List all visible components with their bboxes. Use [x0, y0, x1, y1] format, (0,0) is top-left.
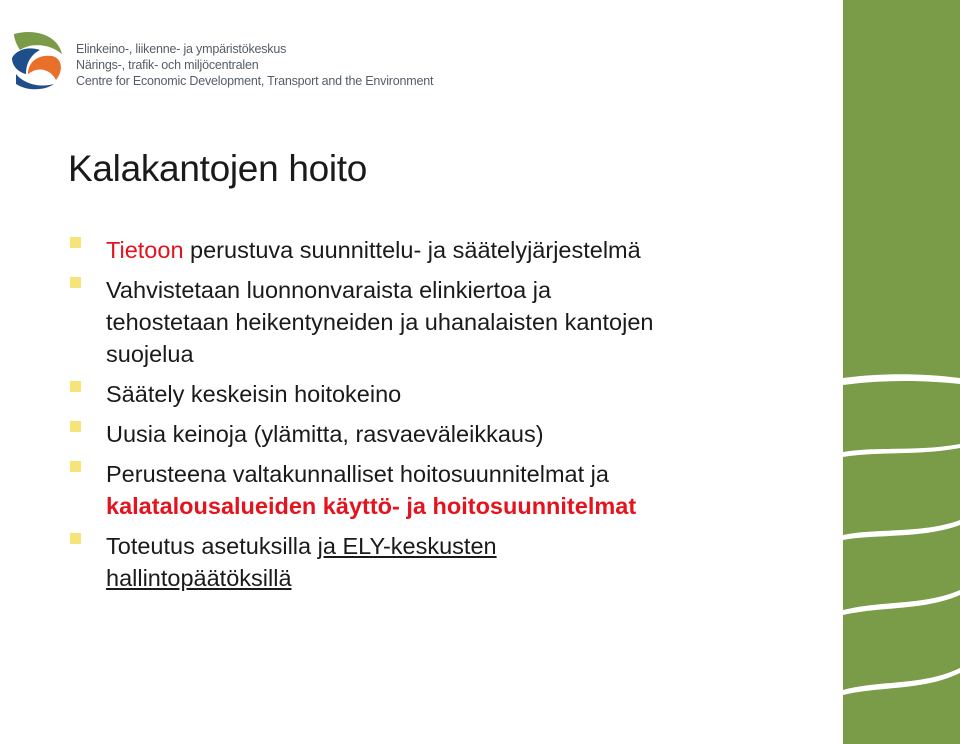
- bullet-text: perustuva suunnittelu- ja säätelyjärjestelmä: [183, 237, 641, 263]
- agency-name-fi: Elinkeino-, liikenne- ja ympäristökeskus: [76, 42, 287, 56]
- bullet-square-icon: [70, 237, 81, 248]
- bullet-item: [70, 458, 790, 522]
- bullet-text: Uusia keinoja (ylämitta, rasvaeväleikkaus): [106, 421, 544, 447]
- bullet-text: Perusteena valtakunnalliset hoitosuunnitelmat ja: [106, 461, 609, 487]
- bullet-highlight: kalatalousalueiden käyttö- ja hoitosuunnitelmat: [106, 493, 637, 519]
- agency-name-sv: Närings-, trafik- och miljöcentralen: [76, 58, 259, 72]
- bullet-underlined-text: ja ELY-keskusten: [317, 533, 497, 559]
- bullet-square-icon: [70, 421, 81, 432]
- bullet-item: [70, 378, 790, 410]
- bullet-text: Toteutus asetuksilla: [106, 533, 318, 559]
- bullet-text: Vahvistetaan luonnonvaraista elinkiertoa ja: [106, 277, 552, 303]
- bullet-list: [70, 234, 790, 602]
- decorative-band: [843, 0, 960, 744]
- band-background: [843, 0, 960, 744]
- bullet-text: Säätely keskeisin hoitokeino: [106, 381, 402, 407]
- bullet-square-icon: [70, 533, 81, 544]
- bullet-item: [70, 530, 790, 594]
- bullet-text: suojelua: [106, 341, 194, 367]
- bullet-square-icon: [70, 277, 81, 288]
- slide-title: Kalakantojen hoito: [68, 148, 368, 189]
- agency-name: [76, 41, 433, 89]
- bullet-item: [70, 418, 790, 450]
- bullet-underlined-text: hallintopäätöksillä: [106, 565, 292, 591]
- ely-logo-icon: [6, 28, 66, 92]
- bullet-square-icon: [70, 461, 81, 472]
- bullet-highlight: Tietoon: [106, 237, 184, 263]
- bullet-text: tehostetaan heikentyneiden ja uhanalaisten kantojen: [106, 309, 654, 335]
- bullet-square-icon: [70, 381, 81, 392]
- agency-name-en: Centre for Economic Development, Transport and the Environment: [76, 74, 434, 88]
- bullet-item: [70, 274, 790, 370]
- bullet-item: [70, 234, 790, 266]
